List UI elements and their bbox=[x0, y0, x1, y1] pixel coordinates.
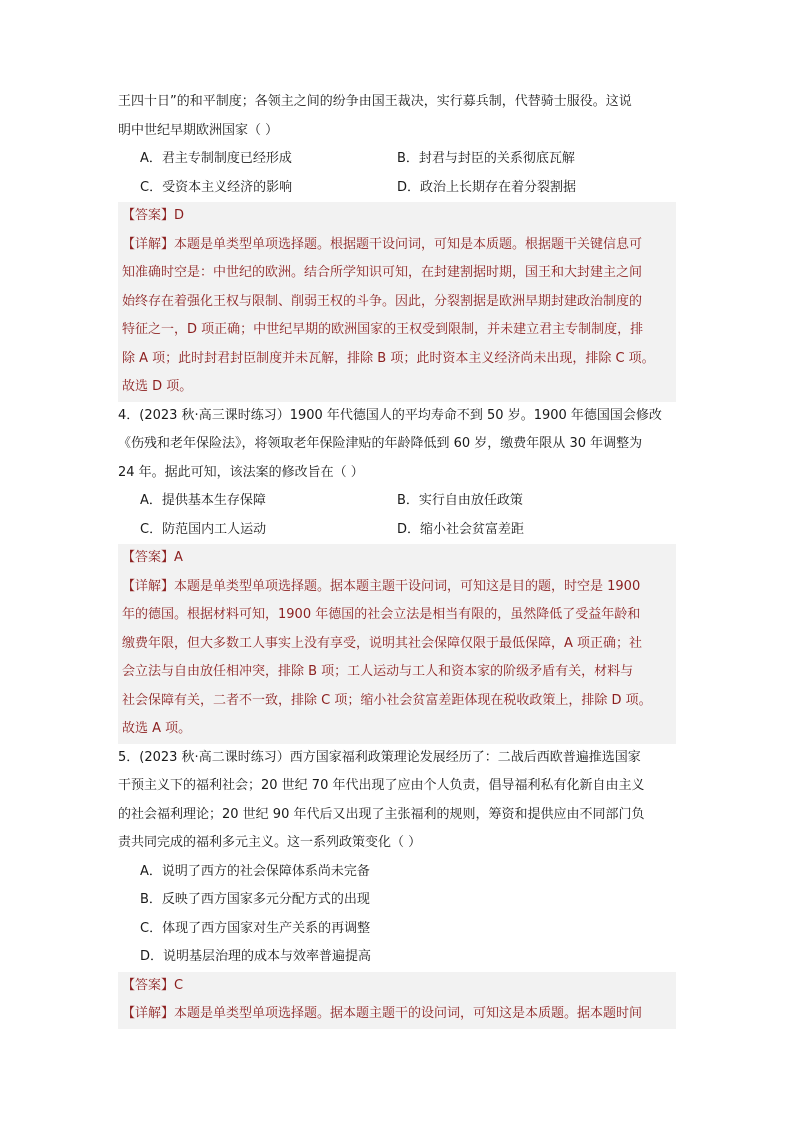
detail-line: 故选 A 项。 bbox=[122, 721, 192, 736]
option-c: C．体现了西方国家对生产关系的再调整 bbox=[140, 920, 371, 936]
question-3-answer-block bbox=[118, 202, 676, 402]
question-5-stem bbox=[118, 744, 676, 858]
option-b: B．封君与封臣的关系彻底瓦解 bbox=[397, 151, 575, 166]
option-a: A．说明了西方的社会保障体系尚未完备 bbox=[140, 863, 370, 879]
detail-line: 特征之一，D 项正确；中世纪早期的欧洲国家的王权受到限制，并未建立君主专制制度，排 bbox=[122, 322, 644, 337]
question-line: 责共同完成的福利多元主义。这一系列政策变化（ ） bbox=[118, 835, 422, 850]
question-3-stem bbox=[118, 88, 676, 145]
question-line: 5．(2023 秋·高二课时练习）西方国家福利政策理论发展经历了：二战后西欧普遍推选国家 bbox=[118, 749, 641, 765]
detail-line: 【详解】本题是单类型单项选择题。据本题主题干设问词，可知这是目的题，时空是 1900 bbox=[122, 578, 641, 594]
question-line: 王四十日”的和平制度；各领主之间的纷争由国王裁决，实行募兵制，代替骑士服役。这说 bbox=[118, 94, 632, 109]
question-line: 24 年。据此可知，该法案的修改旨在（ ） bbox=[118, 464, 364, 480]
question-5-options bbox=[118, 858, 676, 972]
answer-label: 【答案】D bbox=[122, 208, 185, 223]
option-c: C．防范国内工人运动 bbox=[140, 521, 267, 537]
question-5-answer-block bbox=[118, 972, 676, 1029]
question-4-options bbox=[118, 487, 676, 544]
detail-line: 除 A 项；此时封君封臣制度并未瓦解，排除 B 项；此时资本主义经济尚未出现，排除 C 项。 bbox=[122, 350, 655, 366]
detail-line: 年的德国。根据材料可知，1900 年德国的社会立法是相当有限的，虽然降低了受益年龄和 bbox=[122, 607, 641, 622]
page-content bbox=[118, 88, 676, 1029]
answer-label: 【答案】A bbox=[122, 550, 183, 565]
question-4-answer-block bbox=[118, 544, 676, 744]
question-4-stem bbox=[118, 402, 676, 488]
detail-line: 始终存在着强化王权与限制、削弱王权的斗争。因此，分裂割据是欧洲早期封建政治制度的 bbox=[122, 293, 643, 309]
detail-line: 【详解】本题是单类型单项选择题。根据题干设问词，可知是本质题。根据题干关键信息可 bbox=[122, 236, 643, 252]
detail-line: 会立法与自由放任相冲突，排除 B 项；工人运动与工人和资本家的阶级矛盾有关，材料与 bbox=[122, 664, 634, 679]
detail-line: 知准确时空是：中世纪的欧洲。结合所学知识可知，在封建割据时期，国王和大封建主之间 bbox=[122, 265, 643, 280]
question-line: 《伤残和老年保险法》，将领取老年保险津贴的年龄降低到 60 岁，缴费年限从 30 年调整为 bbox=[118, 436, 643, 451]
detail-line: 社会保障有关，二者不一致，排除 C 项；缩小社会贫富差距体现在税收政策上，排除 D 项。 bbox=[122, 692, 652, 708]
question-line: 明中世纪早期欧洲国家（ ） bbox=[118, 122, 279, 138]
question-line: 干预主义下的福利社会；20 世纪 70 年代出现了应由个人负责，倡导福利私有化新自由主义 bbox=[118, 778, 645, 793]
detail-line: 故选 D 项。 bbox=[122, 379, 193, 394]
detail-line: 缴费年限，但大多数工人事实上没有享受，说明其社会保障仅限于最低保障，A 项正确；社 bbox=[122, 635, 643, 651]
option-d: D．政治上长期存在着分裂割据 bbox=[397, 179, 577, 195]
option-c: C．受资本主义经济的影响 bbox=[140, 179, 293, 195]
option-d: D．缩小社会贫富差距 bbox=[397, 521, 525, 537]
option-d: D．说明基层治理的成本与效率普遍提高 bbox=[140, 949, 372, 964]
option-a: A．君主专制制度已经形成 bbox=[140, 151, 292, 166]
option-b: B．实行自由放任政策 bbox=[397, 493, 523, 508]
detail-line: 【详解】本题是单类型单项选择题。据本题主题干的设问词，可知这是本质题。据本题时间 bbox=[122, 1006, 643, 1021]
question-line: 4．(2023 秋·高三课时练习）1900 年代德国人的平均寿命不到 50 岁。1900 年德国国会修改 bbox=[118, 407, 662, 423]
question-line: 的社会福利理论；20 世纪 90 年代后又出现了主张福利的规则，筹资和提供应由不同部门负 bbox=[118, 806, 645, 822]
question-3-options bbox=[118, 145, 676, 202]
option-a: A．提供基本生存保障 bbox=[140, 493, 266, 508]
answer-label: 【答案】C bbox=[122, 977, 184, 993]
option-b: B．反映了西方国家多元分配方式的出现 bbox=[140, 892, 370, 907]
